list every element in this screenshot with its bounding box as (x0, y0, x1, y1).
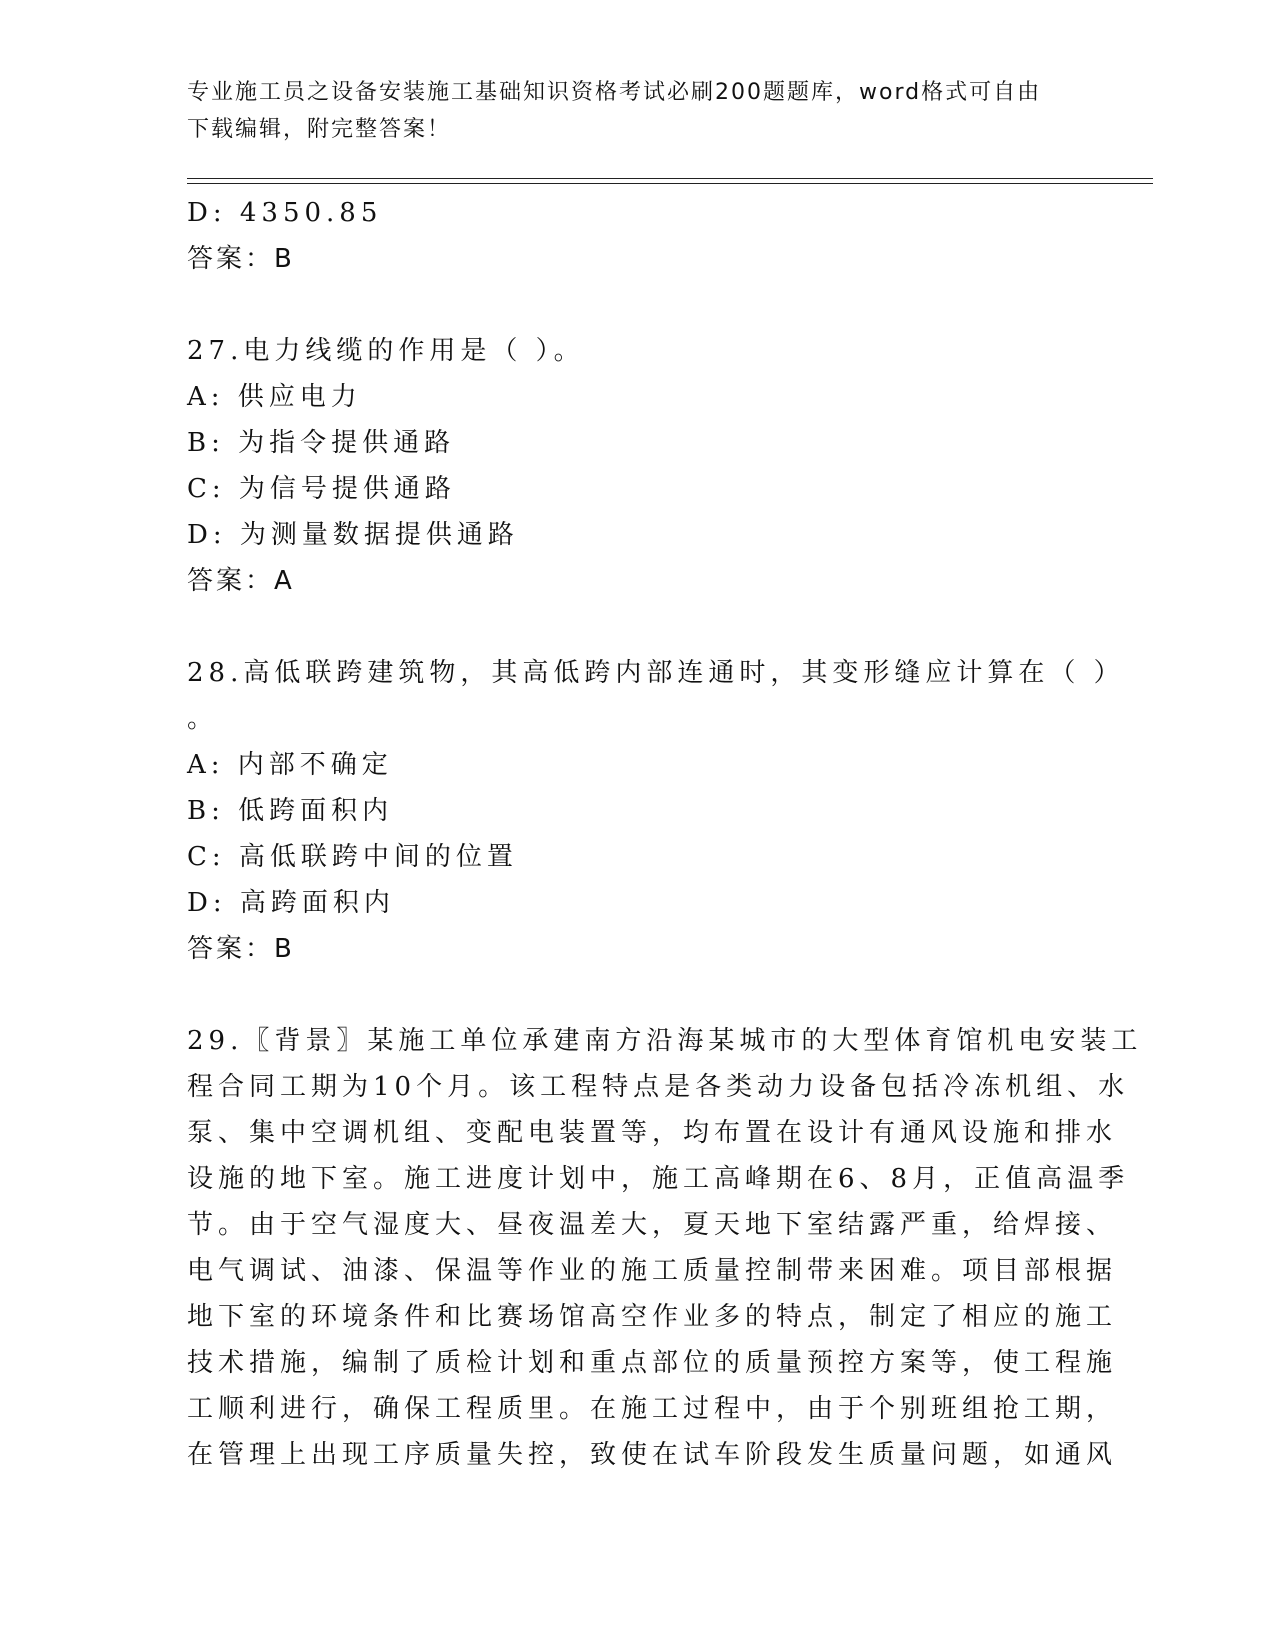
question-text-line: 程合同工期为10个月。该工程特点是各类动力设备包括冷冻机组、水 (187, 1072, 1130, 1102)
question-stem: 28.高低联跨建筑物，其高低跨内部连通时，其变形缝应计算在（ ） (187, 658, 1125, 688)
question-29 (187, 1018, 1143, 1478)
question-text-line: 设施的地下室。施工进度计划中，施工高峰期在6、8月，正值高温季 (187, 1164, 1130, 1194)
question-text-line: 泵、集中空调机组、变配电装置等，均布置在设计有通风设施和排水 (187, 1118, 1118, 1148)
question-stem: 27.电力线缆的作用是（ ）。 (187, 336, 585, 366)
option-d: D: 4350.85 (187, 198, 383, 228)
option-b: B: 低跨面积内 (187, 796, 394, 826)
option-b: B: 为指令提供通路 (187, 428, 456, 458)
option-d: D: 为测量数据提供通路 (187, 520, 519, 550)
question-27 (187, 328, 1087, 604)
spacer (187, 972, 1087, 1018)
answer-line: 答案：B (187, 934, 295, 964)
option-a: A: 供应电力 (187, 382, 362, 412)
question-text-line: 电气调试、油漆、保温等作业的施工质量控制带来困难。项目部根据 (187, 1256, 1118, 1286)
answer-line: 答案：A (187, 566, 295, 596)
question-text-line: 节。由于空气湿度大、昼夜温差大，夏天地下室结露严重，给焊接、 (187, 1210, 1118, 1240)
answer-line: 答案：B (187, 244, 295, 274)
option-c: C: 为信号提供通路 (187, 474, 456, 504)
page-header (187, 74, 1087, 148)
header-title-line-2: 下载编辑，附完整答案！ (187, 117, 452, 142)
question-content (187, 190, 1143, 1478)
option-a: A: 内部不确定 (187, 750, 393, 780)
question-text-line: 工顺利进行，确保工程质里。在施工过程中，由于个别班组抢工期， (187, 1394, 1118, 1424)
spacer (187, 282, 1087, 328)
header-title-line-1: 专业施工员之设备安装施工基础知识资格考试必刷200题题库，word格式可自由 (187, 80, 1042, 105)
question-stem-continuation: 。 (187, 704, 219, 734)
option-c: C: 高低联跨中间的位置 (187, 842, 518, 872)
previous-question-tail (187, 190, 1087, 282)
header-divider-bottom (187, 183, 1153, 184)
spacer (187, 604, 1087, 650)
question-text-line: 技术措施，编制了质检计划和重点部位的质量预控方案等，使工程施 (187, 1348, 1118, 1378)
option-d: D: 高跨面积内 (187, 888, 395, 918)
header-divider-top (187, 178, 1153, 179)
question-text-line: 在管理上出现工序质量失控，致使在试车阶段发生质量问题，如通风 (187, 1440, 1118, 1470)
question-text-line: 地下室的环境条件和比赛场馆高空作业多的特点，制定了相应的施工 (187, 1302, 1118, 1332)
question-text-line: 29.〖背景〗某施工单位承建南方沿海某城市的大型体育馆机电安装工 (187, 1026, 1143, 1056)
question-28 (187, 650, 1125, 972)
